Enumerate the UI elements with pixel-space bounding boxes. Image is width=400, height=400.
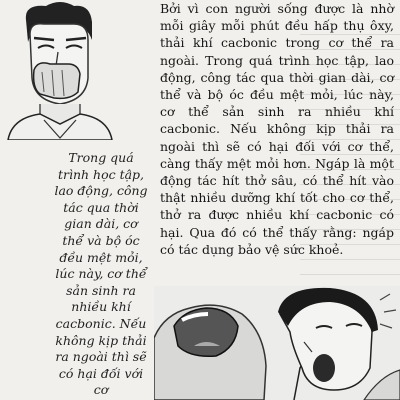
yawning-mouth-illustration <box>154 286 400 400</box>
yawning-man-illustration <box>0 0 130 140</box>
body-paragraph: Bởi vì con người sống được là nhờ mỗi giây mỗi phút đều hấp thụ ôxy, thải khí cacbonic trong cơ thể ra ngoài. Trong quá trình học tập, lao động, công tác qua thời gian dài, cơ thể và bộ óc đều mệt mỏi, lúc này, cơ thể sản sinh ra nhiều khí cacbonic. Nếu không kịp thải ra ngoài thì sẽ có hại đối với cơ thể, càng thấy mệt mỏi hơn. Ngáp là một động tác hít thở sâu, có thể hít vào thật nhiều dưỡng khí tốt cho cơ thể, thở ra được nhiều khí cacbonic có hại. Qua đó có thể thấy rằng: ngáp có tác dụng bảo vệ sức khoẻ. <box>160 1 394 257</box>
figure-caption: Trong quá trình học tập, lao động, công tác qua thời gian dài, cơ thể và bộ óc đều mệt mỏi, lúc này, cơ thể sản sinh ra nhiều khí cacbonic. Nếu không kịp thải ra ngoài thì sẽ có hại đối với cơ <box>54 150 148 398</box>
